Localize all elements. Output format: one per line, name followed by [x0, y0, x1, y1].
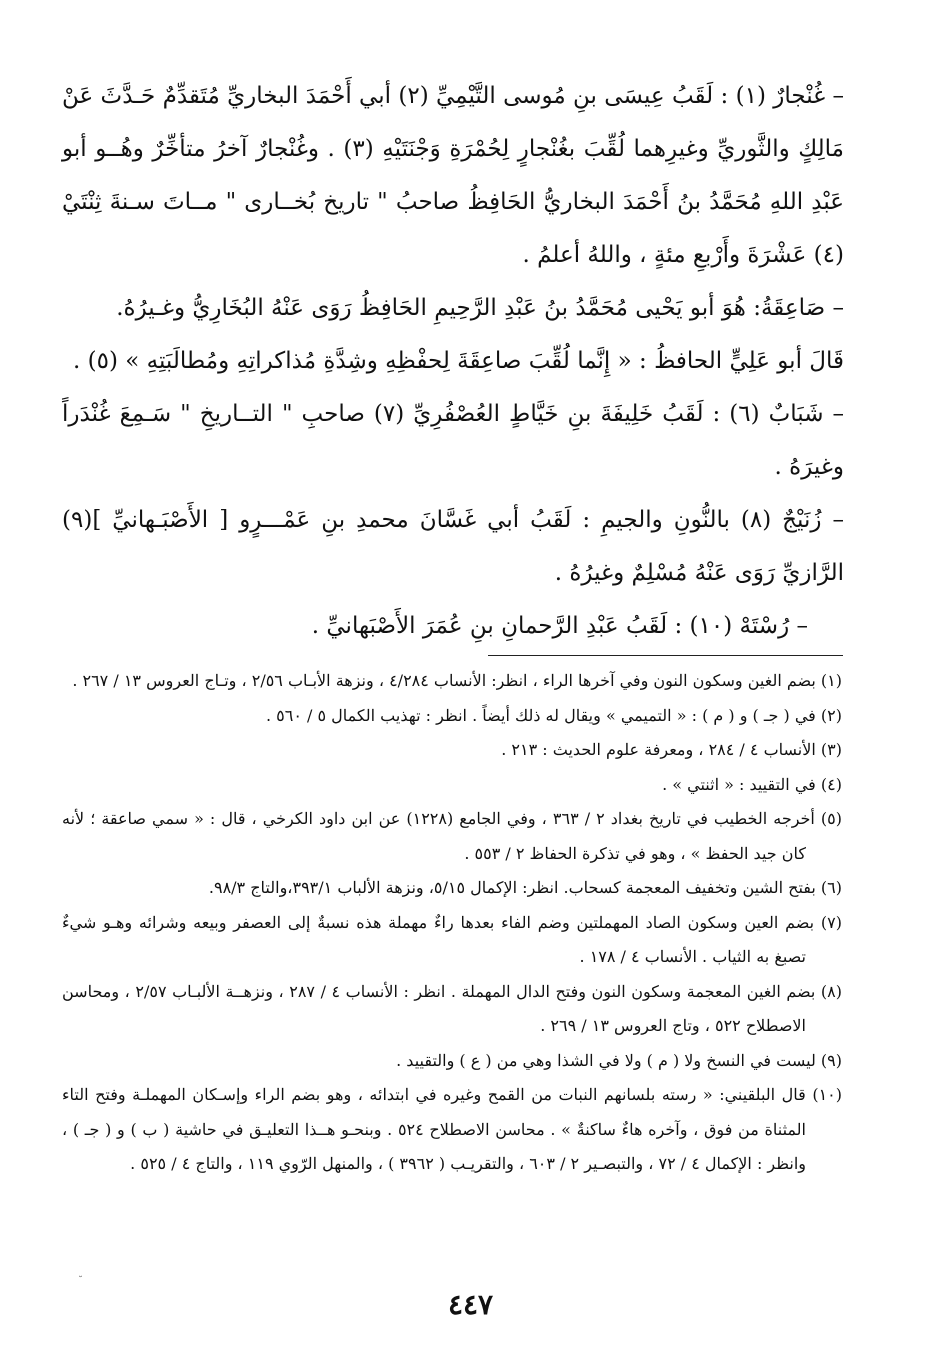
- entry-shabab: – شَبَابٌ (٦) : لَقَبُ خَلِيفَةَ بنِ خَيَّاطٍ العُصْفُرِيِّ (٧) صاحبِ " التــاريخِ " سَـمِعَ غُنْدَراً وغيرَهُ .: [62, 401, 844, 480]
- footnote-6: (٦) بفتح الشين وتخفيف المعجمة كسحاب. انظر: الإكمال ٥/١٥، ونزهة الألباب ٣٩٣/١،والتاج ٩٨/٣.: [208, 878, 842, 897]
- footnotes: [62, 664, 842, 1182]
- footnote-10: (١٠) قال البلقيني: « رسته بلسانهم النبات من القمح وغيره في ابتدائه ، وهو بضم الراء وإسـكان المهملـة وفتح التاء المثناة من فوق ، وآخره هاءٌ ساكنةٌ » . محاسن الاصطلاح ٥٢٤ . وبنحـو هــذا التعليـق في حاشية ( ب ) و ( جـ ) ، وانظر : الإكمال ٤ / ٧٢ ، والتبصـير ٢ / ٦٠٣ ، والتقريـب ( ٣٩٦٢ ) ، والمنهل الرّوي ١١٩ ، والتاج ٤ / ٥٢٥ .: [62, 1085, 842, 1173]
- entry-zunayj: – زُنَيْجٌ (٨) بالنُّونِ والجيمِ : لَقَبُ أبي غَسَّانَ محمدِ بنِ عَمْـــرٍو [ الأَصْبَـهانيِّ ](٩) الرَّازيِّ رَوَى عَنْهُ مُسْلِمٌ وغيرُهُ .: [62, 507, 844, 586]
- entry-rustah: – رُسْتَهْ (١٠) : لَقَبُ عَبْدِ الرَّحمانِ بنِ عُمَرَ الأَصْبَهانيِّ .: [311, 613, 808, 639]
- footnote-5: (٥) أخرجه الخطيب في تاريخ بغداد ٢ / ٣٦٣ ، وفي الجامع (١٢٢٨) عن ابن داود الكرخي ، قال : « سمي صاعقة ؛ لأنه كان جيد الحفظ » ، وهو في تذكرة الحفاظ ٢ / ٥٥٣ .: [62, 809, 842, 863]
- entry-saiqa-quote: قَالَ أبو عَلِيٍّ الحافظُ : « إِنَّما لُقِّبَ صاعِقَةَ لِحفْظِهِ وشِدَّةِ مُذاكراتِهِ ومُطالَبَتِهِ » (٥) .: [73, 348, 844, 374]
- footnote-separator: [488, 655, 843, 656]
- entry-ghunjar: – غُنْجارٌ (١) : لَقَبُ عِيسَى بنِ مُوسى التَّيْمِيِّ (٢) أبي أَحْمَدَ البخاريِّ مُتَقدِّمٌ حَـدَّثَ عَنْ مَالِكٍ والثَّوريِّ وغيرِهما لُقِّبَ بغُنْجارٍ لِحُمْرَةِ وَجْنَتَيْهِ (٣) . وغُنْجارٌ آخرُ متأخِّرٌ وهُــو أبو عَبْدِ اللهِ مُحَمَّدُ بنُ أَحْمَدَ البخاريُّ الحَافِظُ صاحبُ " تاريخ بُخــارى " مــاتَ سـنةَ ثِنْتَيْ (٤) عَشْرَةَ وأَرْبعِ مئةٍ ، واللهُ أعلمُ .: [62, 83, 844, 268]
- footnote-4: (٤) في التقييد : « اثنتي » .: [662, 774, 842, 794]
- footnote-1: (١) بضم الغين وسكون النون وفي آخرها الراء ، انظر: الأنساب ٤/٢٨٤ ، ونزهة الأبـاب ٢/٥٦ ، وتـاج العروس ١٣ / ٢٦٧ .: [72, 671, 842, 690]
- entry-saiqa: – صَاعِقَةُ: هُوَ أبو يَحْيى مُحَمَّدُ بنُ عَبْدِ الرَّحِيمِ الحَافِظُ رَوَى عَنْهُ البُخَارِيُّ وغـيرُهُ.: [116, 295, 844, 321]
- main-text: [62, 70, 844, 653]
- margin-mark: ˘: [78, 1276, 83, 1287]
- footnote-3: (٣) الأنساب ٤ / ٢٨٤ ، ومعرفة علوم الحديث : ٢١٣ .: [501, 740, 842, 759]
- footnote-9: (٩) ليست في النسخ ولا ( م ) ولا في الشذا وهي من ( ع ) والتقييد .: [396, 1050, 842, 1070]
- page-number: ٤٤٧: [447, 1288, 494, 1321]
- footnote-8: (٨) بضم الغين المعجمة وسكون النون وفتح الدال المهملة . انظر : الأنساب ٤ / ٢٨٧ ، ونزهــة الألبـاب ٢/٥٧ ، ومحاسن الاصطلاح ٥٢٢ ، وتاج العروس ١٣ / ٢٦٩ .: [62, 981, 843, 1035]
- footnote-2: (٢) في ( جـ ) و ( م ) : « التميمي » ويقال له ذلك أيضاً . انظر : تهذيب الكمال ٥ / ٥٦٠ .: [265, 705, 842, 725]
- footnote-7: (٧) بضم العين وسكون الصاد المهملتين وضم الفاء بعدها راءٌ مهملة هذه نسبةٌ إلى العصفر وبيعه وشرائه وهـو شيءٌ تصبغ به الثياب . الأنساب ٤ / ١٧٨ .: [62, 912, 842, 966]
